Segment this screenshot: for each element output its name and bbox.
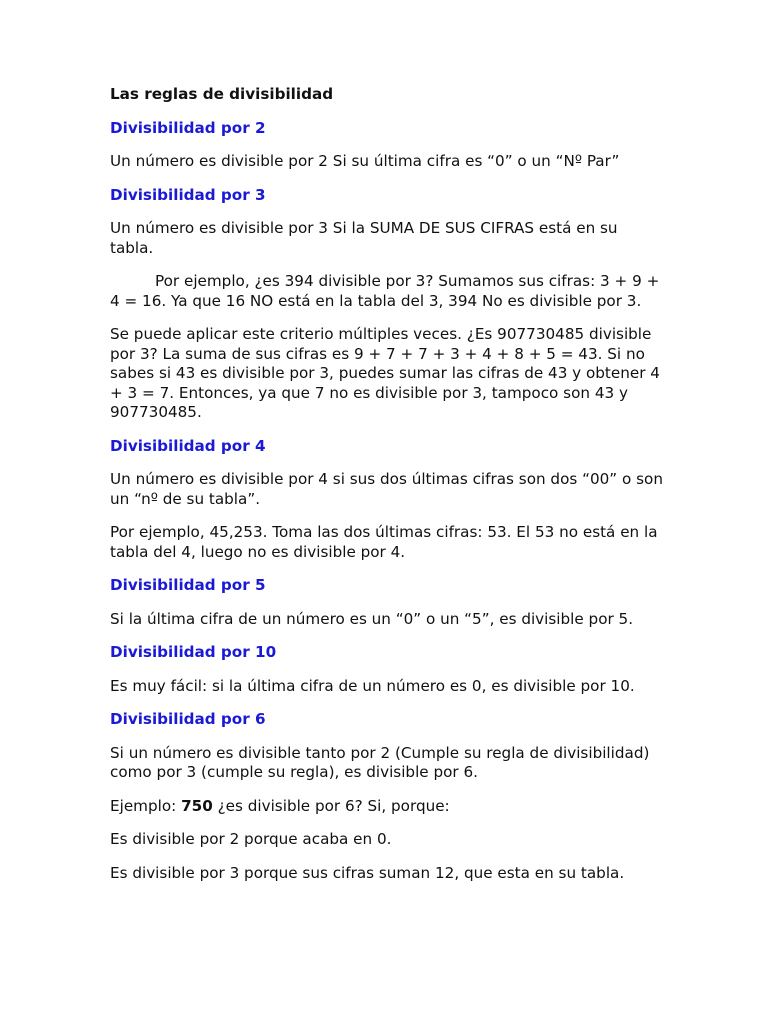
- paragraph-div3-rule: Un número es divisible por 3 Si la SUMA DE SUS CIFRAS está en su tabla.: [110, 219, 618, 257]
- paragraph-div6-reason2: Es divisible por 2 porque acaba en 0.: [110, 830, 392, 848]
- document-page: [110, 85, 665, 897]
- paragraph-div6-reason3: Es divisible por 3 porque sus cifras suman 12, que esta en su tabla.: [110, 863, 625, 882]
- paragraph-div4-example: Por ejemplo, 45,253. Toma las dos últimas cifras: 53. El 53 no está en la tabla del 4, luego no es divisible por 4.: [110, 523, 658, 561]
- example-number: 750: [181, 796, 213, 815]
- paragraph-div6-example: [110, 797, 665, 817]
- paragraph-div10-rule: Es muy fácil: si la última cifra de un número es 0, es divisible por 10.: [110, 676, 635, 695]
- paragraph-div5-rule: Si la última cifra de un número es un “0” o un “5”, es divisible por 5.: [110, 609, 634, 628]
- heading-div3: Divisibilidad por 3: [110, 185, 266, 204]
- example-suffix: ¿es divisible por 6? Si, porque:: [212, 796, 450, 815]
- heading-div10: Divisibilidad por 10: [110, 643, 277, 661]
- paragraph-div3-repeat: Se puede aplicar este criterio múltiples veces. ¿Es 907730485 divisible por 3? La suma de sus cifras es 9 + 7 + 7 + 3 + 4 + 8 + 5 = 43. Si no sabes si 43 es divisible por 3, puedes sumar las cifras de 43 y obtener 4 + 3 = 7. Entonces, ya que 7 no es divisible por 3, tampoco son 43 y 907730485.: [110, 325, 660, 421]
- paragraph-div3-example: Por ejemplo, ¿es 394 divisible por 3? Sumamos sus cifras: 3 + 9 + 4 = 16. Ya que 16 NO está en la tabla del 3, 394 No es divisible por 3.: [110, 272, 660, 310]
- heading-div4: Divisibilidad por 4: [110, 436, 266, 455]
- paragraph-div4-rule: Un número es divisible por 4 si sus dos últimas cifras son dos “00” o son un “nº de su tabla”.: [110, 470, 663, 508]
- heading-div2: Divisibilidad por 2: [110, 118, 266, 137]
- heading-div5: Divisibilidad por 5: [110, 576, 266, 594]
- paragraph-div2-rule: Un número es divisible por 2 Si su última cifra es “0” o un “Nº Par”: [110, 152, 620, 170]
- document-title: Las reglas de divisibilidad: [110, 85, 334, 103]
- example-prefix: Ejemplo:: [110, 796, 182, 815]
- heading-div6: Divisibilidad por 6: [110, 710, 266, 728]
- paragraph-div6-rule: Si un número es divisible tanto por 2 (Cumple su regla de divisibilidad) como por 3 (cumple su regla), es divisible por 6.: [110, 743, 650, 781]
